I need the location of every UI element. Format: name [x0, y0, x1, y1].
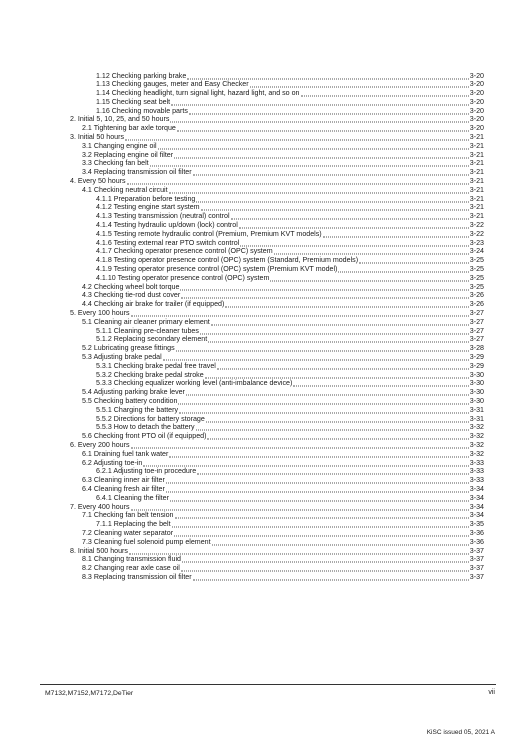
- toc-leader-dots: [158, 142, 469, 149]
- toc-leader-dots: [176, 345, 469, 352]
- toc-entry[interactable]: [68, 511, 484, 520]
- toc-entry-title: 5.5.3 How to detach the battery: [96, 423, 195, 432]
- toc-entry-title: 6.1 Draining fuel tank water: [82, 449, 169, 458]
- footer-page-number: vii: [488, 689, 495, 696]
- toc-entry[interactable]: [68, 555, 484, 564]
- toc-entry-title: 4.1.2 Testing engine start system: [96, 203, 200, 212]
- toc-leader-dots: [359, 257, 469, 264]
- toc-leader-dots: [180, 283, 468, 290]
- toc-entry-title: 2.1 Tightening bar axle torque: [82, 124, 176, 133]
- toc-entry-page: 3-32: [469, 440, 484, 449]
- toc-entry-title: 5.3.1 Checking brake pedal free travel: [96, 361, 216, 370]
- toc-leader-dots: [231, 213, 469, 220]
- toc-entry-page: 3-20: [469, 115, 484, 124]
- toc-entry-page: 3-34: [469, 493, 484, 502]
- toc-entry-page: 3-32: [469, 423, 484, 432]
- toc-entry[interactable]: [68, 98, 484, 107]
- toc-entry-title: 8.2 Changing rear axle case oil: [82, 564, 180, 573]
- toc-leader-dots: [177, 125, 469, 132]
- toc-entry-title: 1.16 Checking movable parts: [96, 106, 188, 115]
- toc-entry-title: 4.3 Checking tie-rod dust cover: [82, 291, 181, 300]
- toc-entry-page: 3-20: [469, 89, 484, 98]
- toc-entry-title: 1.15 Checking seat belt: [96, 97, 171, 106]
- toc-entry[interactable]: [68, 151, 484, 160]
- toc-entry[interactable]: [68, 344, 484, 353]
- toc-entry-page: 3-33: [469, 458, 484, 467]
- toc-entry-title: 6.4.1 Cleaning the filter: [96, 493, 169, 502]
- toc-leader-dots: [201, 204, 469, 211]
- toc-entry-page: 3-21: [469, 203, 484, 212]
- toc-leader-dots: [239, 222, 469, 229]
- toc-entry[interactable]: [68, 247, 484, 256]
- toc-entry-page: 3-29: [469, 353, 484, 361]
- footer-model: M7132,M7152,M7172,DeTier: [45, 690, 134, 697]
- toc-leader-dots: [186, 389, 469, 396]
- toc-entry-title: 6.3 Cleaning inner air filter: [82, 476, 165, 485]
- toc-entry-page: 3-31: [469, 405, 484, 414]
- toc-entry-page: 3-34: [469, 502, 484, 511]
- toc-entry[interactable]: [68, 573, 484, 582]
- toc-entry-page: 3-21: [469, 159, 484, 168]
- toc-entry-title: 4.2 Checking wheel bolt torque: [82, 282, 180, 291]
- toc-entry[interactable]: [68, 353, 484, 362]
- toc-entry[interactable]: [68, 291, 484, 300]
- toc-leader-dots: [127, 178, 469, 185]
- toc-entry-title: 5.1 Cleaning air cleaner primary element: [82, 317, 210, 326]
- toc-entry-page: 3-21: [469, 150, 484, 159]
- toc-leader-dots: [163, 354, 469, 361]
- toc-leader-dots: [196, 424, 469, 431]
- toc-entry-page: 3-37: [469, 564, 484, 573]
- toc-leader-dots: [129, 547, 469, 554]
- toc-entry-page: 3-30: [469, 396, 484, 405]
- toc-entry-page: 3-34: [469, 484, 484, 493]
- toc-entry-title: 4.1.1 Preparation before testing: [96, 194, 196, 203]
- toc-entry-title: 6. Every 200 hours: [70, 440, 130, 449]
- toc-leader-dots: [197, 468, 469, 475]
- toc-leader-dots: [143, 459, 468, 466]
- toc-entry[interactable]: [68, 450, 484, 459]
- toc-entry-page: 3-30: [469, 370, 484, 379]
- toc-entry-title: 3.3 Checking fan belt: [82, 159, 149, 168]
- toc-entry[interactable]: [68, 239, 484, 248]
- toc-leader-dots: [170, 494, 469, 501]
- toc-entry-page: 3-33: [469, 476, 484, 485]
- toc-entry[interactable]: [68, 397, 484, 406]
- toc-entry[interactable]: [68, 133, 484, 142]
- toc-entry-page: 3-29: [469, 361, 484, 370]
- toc-entry-title: 5.2 Lubricating grease fittings: [82, 344, 175, 353]
- toc-entry[interactable]: [68, 371, 484, 380]
- toc-entry-page: 3-32: [469, 449, 484, 458]
- toc-entry-title: 4.1.3 Testing transmission (neutral) control: [96, 212, 230, 221]
- toc-entry-title: 6.2 Adjusting toe-in: [82, 458, 143, 467]
- toc-entry-title: 7. Every 400 hours: [70, 502, 130, 511]
- toc-entry-page: 3-23: [469, 238, 484, 247]
- toc-entry[interactable]: [68, 265, 484, 274]
- toc-entry-title: 5.6 Checking front PTO oil (if equipped): [82, 432, 207, 441]
- toc-leader-dots: [125, 134, 469, 141]
- toc-entry-title: 5.1.1 Cleaning pre-cleaner tubes: [96, 326, 199, 335]
- toc-entry-title: 2. Initial 5, 10, 25, and 50 hours: [70, 115, 170, 124]
- table-of-contents: [68, 72, 484, 582]
- toc-entry-title: 5.3.3 Checking equalizer working level (anti-imbalance device): [96, 379, 293, 388]
- toc-entry[interactable]: [68, 547, 484, 556]
- toc-entry-title: 4.1.7 Checking operator presence control (OPC) system: [96, 247, 273, 256]
- toc-leader-dots: [323, 230, 469, 237]
- footer-issue: KiSC issued 05, 2021 A: [426, 729, 495, 736]
- toc-leader-dots: [175, 512, 469, 519]
- toc-entry-title: 5.5.1 Charging the battery: [96, 405, 179, 414]
- toc-entry[interactable]: [68, 72, 484, 81]
- toc-entry-page: 3-25: [469, 265, 484, 274]
- toc-entry-page: 3-21: [469, 194, 484, 203]
- toc-leader-dots: [189, 107, 469, 114]
- toc-entry[interactable]: [68, 142, 484, 151]
- toc-leader-dots: [171, 98, 469, 105]
- toc-entry-page: 3-21: [469, 177, 484, 186]
- toc-entry-page: 3-21: [469, 212, 484, 221]
- toc-entry-page: 3-32: [469, 432, 484, 441]
- toc-leader-dots: [172, 521, 469, 528]
- toc-entry-title: 4.1.5 Testing remote hydraulic control (Premium, Premium KVT models): [96, 229, 322, 238]
- toc-entry[interactable]: [68, 221, 484, 230]
- toc-leader-dots: [181, 565, 469, 572]
- toc-entry[interactable]: [68, 335, 484, 344]
- toc-entry-page: 3-25: [469, 282, 484, 291]
- toc-entry[interactable]: [68, 124, 484, 133]
- toc-entry[interactable]: [68, 476, 484, 485]
- toc-entry-page: 3-26: [469, 291, 484, 300]
- toc-entry-title: 5.3.2 Checking brake pedal stroke: [96, 370, 204, 379]
- toc-entry-title: 3.1 Changing engine oil: [82, 141, 157, 150]
- toc-entry-title: 3.4 Replacing transmission oil filter: [82, 168, 192, 177]
- toc-entry-title: 4.1.8 Testing operator presence control (OPC) system (Standard, Premium models): [96, 256, 359, 265]
- toc-leader-dots: [174, 529, 469, 536]
- toc-leader-dots: [301, 90, 469, 97]
- toc-entry-title: 6.4 Cleaning fresh air filter: [82, 484, 165, 493]
- toc-entry[interactable]: [68, 406, 484, 415]
- toc-entry[interactable]: [68, 177, 484, 186]
- toc-entry-title: 5.3 Adjusting brake pedal: [82, 353, 162, 361]
- toc-entry-title: 4. Every 50 hours: [70, 177, 126, 186]
- toc-entry-title: 7.1 Checking fan belt tension: [82, 511, 174, 520]
- toc-entry[interactable]: [68, 538, 484, 547]
- toc-entry-page: 3-25: [469, 256, 484, 265]
- toc-entry[interactable]: [68, 274, 484, 283]
- toc-entry-page: 3-24: [469, 247, 484, 256]
- toc-entry[interactable]: [68, 203, 484, 212]
- toc-entry-title: 4.4 Checking air brake for trailer (if equipped): [82, 300, 225, 309]
- toc-leader-dots: [338, 266, 468, 273]
- toc-leader-dots: [178, 397, 468, 404]
- toc-entry-page: 3-20: [469, 97, 484, 106]
- toc-entry[interactable]: [68, 564, 484, 573]
- toc-entry[interactable]: [68, 415, 484, 424]
- toc-entry[interactable]: [68, 529, 484, 538]
- toc-entry-page: 3-37: [469, 555, 484, 564]
- toc-leader-dots: [250, 81, 469, 88]
- toc-entry[interactable]: [68, 388, 484, 397]
- toc-leader-dots: [170, 116, 468, 123]
- toc-leader-dots: [150, 160, 469, 167]
- toc-entry-title: 3.2 Replacing engine oil filter: [82, 150, 174, 159]
- toc-entry-title: 8. Initial 500 hours: [70, 546, 128, 555]
- toc-leader-dots: [196, 195, 468, 202]
- toc-leader-dots: [174, 151, 469, 158]
- toc-entry[interactable]: [68, 300, 484, 309]
- toc-entry-page: 3-34: [469, 511, 484, 520]
- toc-leader-dots: [182, 556, 469, 563]
- toc-entry[interactable]: [68, 423, 484, 432]
- toc-entry[interactable]: [68, 230, 484, 239]
- toc-entry[interactable]: [68, 159, 484, 168]
- toc-entry[interactable]: [68, 459, 484, 468]
- toc-entry-title: 7.1.1 Replacing the belt: [96, 520, 171, 529]
- toc-leader-dots: [193, 169, 469, 176]
- toc-entry[interactable]: [68, 107, 484, 116]
- toc-leader-dots: [274, 248, 469, 255]
- toc-entry-page: 3-30: [469, 379, 484, 388]
- toc-entry-page: 3-20: [469, 124, 484, 133]
- toc-entry-page: 3-36: [469, 537, 484, 546]
- toc-entry-title: 4.1.6 Testing external rear PTO switch control: [96, 238, 240, 247]
- footer-divider: [40, 684, 496, 685]
- toc-entry-page: 3-27: [469, 326, 484, 335]
- toc-entry-page: 3-36: [469, 528, 484, 537]
- toc-entry-page: 3-26: [469, 300, 484, 309]
- toc-leader-dots: [211, 318, 469, 325]
- toc-leader-dots: [205, 371, 469, 378]
- toc-entry-page: 3-37: [469, 546, 484, 555]
- toc-entry-title: 1.12 Checking parking brake: [96, 71, 187, 80]
- toc-leader-dots: [200, 327, 469, 334]
- toc-entry[interactable]: [68, 89, 484, 98]
- toc-entry-title: 5.1.2 Replacing secondary element: [96, 335, 208, 344]
- toc-entry-title: 4.1 Checking neutral circuit: [82, 185, 168, 194]
- toc-entry-page: 3-20: [469, 106, 484, 115]
- toc-leader-dots: [166, 477, 469, 484]
- toc-entry[interactable]: [68, 283, 484, 292]
- toc-leader-dots: [240, 239, 469, 246]
- toc-entry-title: 4.1.10 Testing operator presence control (OPC) system: [96, 273, 270, 282]
- toc-entry-page: 3-27: [469, 317, 484, 326]
- toc-entry[interactable]: [68, 467, 484, 476]
- toc-entry-page: 3-30: [469, 388, 484, 397]
- toc-leader-dots: [166, 485, 469, 492]
- toc-leader-dots: [270, 274, 468, 281]
- toc-entry[interactable]: [68, 503, 484, 512]
- toc-entry-title: 3. Initial 50 hours: [70, 133, 125, 142]
- toc-leader-dots: [293, 380, 468, 387]
- toc-leader-dots: [212, 538, 469, 545]
- toc-entry-title: 5.4 Adjusting parking brake lever: [82, 388, 185, 397]
- toc-entry-page: 3-22: [469, 221, 484, 230]
- toc-entry[interactable]: [68, 115, 484, 124]
- toc-entry[interactable]: [68, 362, 484, 371]
- toc-leader-dots: [193, 573, 469, 580]
- toc-entry-page: 3-21: [469, 141, 484, 150]
- toc-entry-page: 3-21: [469, 168, 484, 177]
- toc-entry[interactable]: [68, 195, 484, 204]
- toc-entry-title: 7.2 Cleaning water separator: [82, 528, 174, 537]
- toc-entry[interactable]: [68, 318, 484, 327]
- toc-entry-title: 1.13 Checking gauges, meter and Easy Checker: [96, 80, 249, 89]
- toc-entry-page: 3-20: [469, 71, 484, 80]
- toc-leader-dots: [208, 336, 469, 343]
- toc-entry[interactable]: [68, 520, 484, 529]
- toc-entry-page: 3-21: [469, 133, 484, 142]
- toc-entry-page: 3-37: [469, 572, 484, 581]
- toc-leader-dots: [207, 433, 468, 440]
- toc-entry-page: 3-35: [469, 520, 484, 529]
- toc-entry-title: 5.5 Checking battery condition: [82, 396, 178, 405]
- toc-entry[interactable]: [68, 186, 484, 195]
- toc-entry-title: 6.2.1 Adjusting toe-in procedure: [96, 467, 197, 476]
- toc-entry-page: 3-21: [469, 185, 484, 194]
- toc-leader-dots: [131, 441, 469, 448]
- toc-entry-page: 3-27: [469, 335, 484, 344]
- toc-entry-title: 5.5.2 Directions for battery storage: [96, 414, 205, 423]
- toc-entry[interactable]: [68, 256, 484, 265]
- toc-entry-title: 4.1.4 Testing hydraulic up/down (lock) control: [96, 221, 238, 230]
- toc-entry[interactable]: [68, 432, 484, 441]
- toc-leader-dots: [169, 450, 468, 457]
- toc-leader-dots: [131, 310, 469, 317]
- toc-entry-page: 3-20: [469, 80, 484, 89]
- toc-entry[interactable]: [68, 494, 484, 503]
- toc-entry[interactable]: [68, 212, 484, 221]
- toc-entry[interactable]: [68, 80, 484, 89]
- toc-entry-page: 3-22: [469, 229, 484, 238]
- toc-entry[interactable]: [68, 379, 484, 388]
- toc-entry-title: 4.1.9 Testing operator presence control (OPC) system (Premium KVT model): [96, 265, 338, 274]
- toc-leader-dots: [217, 362, 469, 369]
- toc-entry-title: 8.3 Replacing transmission oil filter: [82, 572, 192, 581]
- toc-entry-title: 5. Every 100 hours: [70, 309, 130, 318]
- toc-leader-dots: [131, 503, 469, 510]
- toc-entry-title: 8.1 Changing transmission fluid: [82, 555, 181, 564]
- toc-entry-page: 3-25: [469, 273, 484, 282]
- toc-leader-dots: [225, 301, 468, 308]
- toc-leader-dots: [181, 292, 469, 299]
- toc-entry[interactable]: [68, 168, 484, 177]
- toc-entry[interactable]: [68, 485, 484, 494]
- toc-leader-dots: [169, 186, 469, 193]
- toc-entry-title: 1.14 Checking headlight, turn signal light, hazard light, and so on: [96, 89, 300, 98]
- toc-entry-page: 3-31: [469, 414, 484, 423]
- toc-leader-dots: [187, 72, 468, 79]
- toc-entry[interactable]: [68, 441, 484, 450]
- toc-leader-dots: [206, 415, 469, 422]
- toc-entry-title: 7.3 Cleaning fuel solenoid pump element: [82, 537, 211, 546]
- toc-leader-dots: [179, 406, 469, 413]
- toc-entry-page: 3-28: [469, 344, 484, 353]
- toc-entry-page: 3-27: [469, 309, 484, 318]
- toc-entry-page: 3-33: [469, 467, 484, 476]
- toc-entry[interactable]: [68, 309, 484, 318]
- toc-entry[interactable]: [68, 327, 484, 336]
